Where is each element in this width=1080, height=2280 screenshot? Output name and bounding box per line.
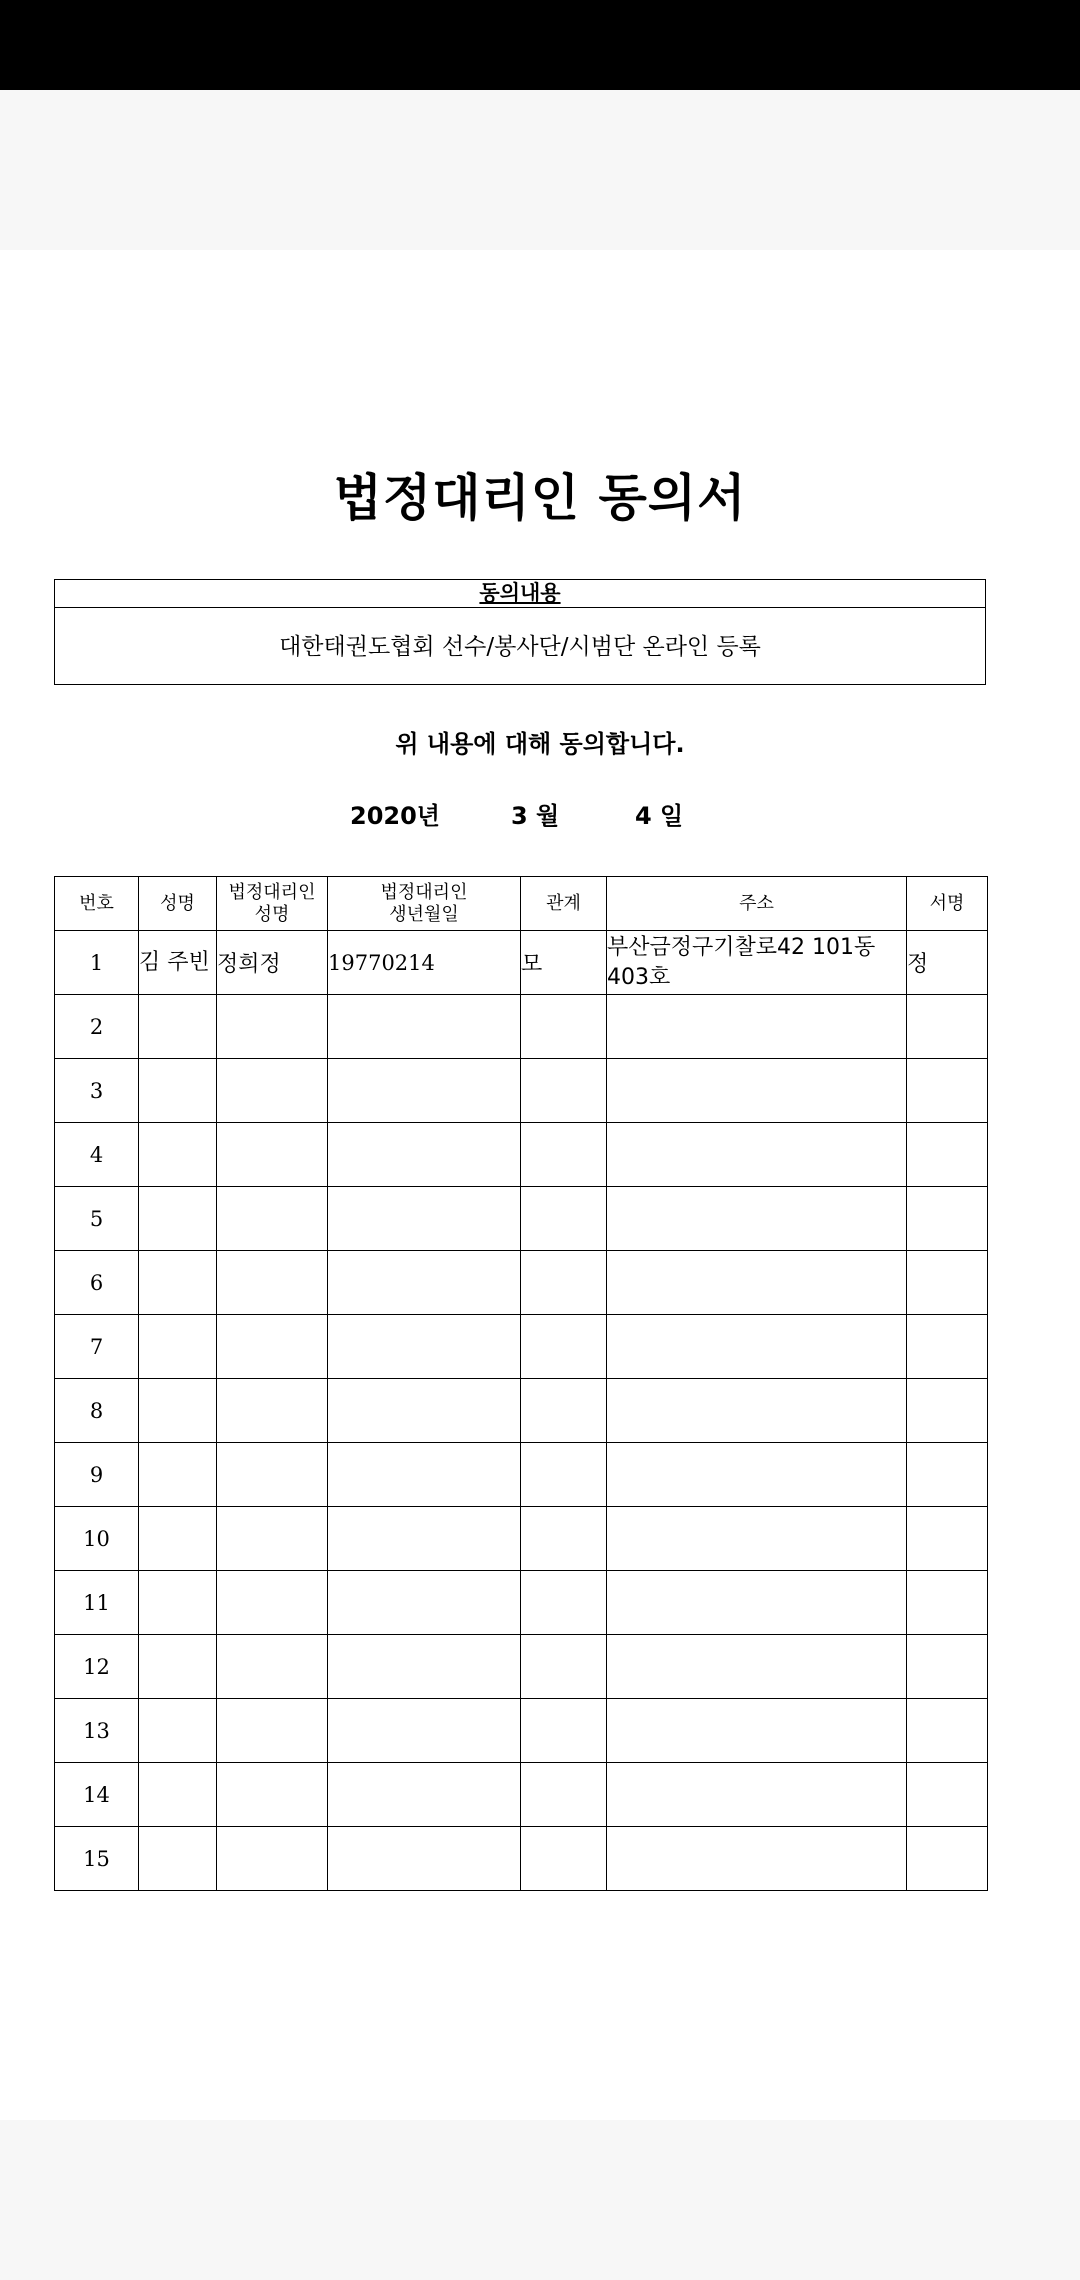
row-signature-cell[interactable]	[907, 1123, 988, 1187]
row-guardian-name-cell[interactable]	[217, 1251, 328, 1315]
row-name-cell[interactable]	[139, 1187, 217, 1251]
row-name-cell[interactable]	[139, 1251, 217, 1315]
agree-text: 위 내용에 대해 동의합니다.	[395, 730, 685, 758]
date-year: 2020년	[350, 802, 440, 830]
row-address-cell[interactable]	[607, 1699, 907, 1763]
row-relation-cell[interactable]: 모	[521, 931, 607, 995]
row-relation-cell[interactable]	[521, 1507, 607, 1571]
row-name-cell[interactable]	[139, 1443, 217, 1507]
row-signature-cell[interactable]	[907, 1635, 988, 1699]
row-guardian-birth-cell[interactable]	[328, 995, 521, 1059]
row-address-cell[interactable]	[607, 1443, 907, 1507]
header-guardian-birth: 법정대리인 생년월일	[328, 877, 521, 931]
row-guardian-name-cell[interactable]	[217, 1059, 328, 1123]
row-guardian-name-cell[interactable]	[217, 1379, 328, 1443]
row-name-cell[interactable]	[139, 1059, 217, 1123]
row-address-cell[interactable]	[607, 1635, 907, 1699]
table-row	[55, 1827, 988, 1891]
table-row	[55, 1251, 988, 1315]
row-relation-cell[interactable]	[521, 1059, 607, 1123]
row-address-cell[interactable]	[607, 1187, 907, 1251]
table-row	[55, 1123, 988, 1187]
row-number-cell[interactable]: 5	[55, 1187, 139, 1251]
row-signature-cell[interactable]	[907, 1315, 988, 1379]
row-address-cell[interactable]	[607, 1507, 907, 1571]
table-row	[55, 1571, 988, 1635]
table-row	[55, 1187, 988, 1251]
row-name-cell[interactable]	[139, 1507, 217, 1571]
row-relation-cell[interactable]	[521, 1379, 607, 1443]
row-number-cell[interactable]: 1	[55, 931, 139, 995]
row-signature-cell[interactable]	[907, 1571, 988, 1635]
row-number-cell[interactable]: 2	[55, 995, 139, 1059]
table-row	[55, 1635, 988, 1699]
row-guardian-birth-cell[interactable]	[328, 1251, 521, 1315]
row-number-cell[interactable]: 9	[55, 1443, 139, 1507]
consent-heading: 동의내용	[55, 580, 985, 608]
table-row	[55, 1315, 988, 1379]
date-month: 3 월	[511, 802, 560, 830]
row-number-cell[interactable]: 7	[55, 1315, 139, 1379]
row-address-cell[interactable]	[607, 1827, 907, 1891]
row-name-cell[interactable]	[139, 1123, 217, 1187]
header-number: 번호	[55, 877, 139, 931]
row-name-cell[interactable]	[139, 1571, 217, 1635]
row-address-cell[interactable]	[607, 1059, 907, 1123]
row-address-cell[interactable]	[607, 995, 907, 1059]
document-title: 법정대리인 동의서	[333, 469, 747, 527]
row-address-cell[interactable]: 부산금정구기찰로42 101동403호	[607, 931, 907, 995]
row-address-cell[interactable]	[607, 1315, 907, 1379]
header-guardian-name: 법정대리인 성명	[217, 877, 328, 931]
row-relation-cell[interactable]	[521, 1443, 607, 1507]
row-number-cell[interactable]: 10	[55, 1507, 139, 1571]
row-signature-cell[interactable]	[907, 1187, 988, 1251]
row-relation-cell[interactable]	[521, 1699, 607, 1763]
row-guardian-birth-cell[interactable]	[328, 1315, 521, 1379]
row-address-cell[interactable]	[607, 1763, 907, 1827]
row-guardian-birth-cell[interactable]	[328, 1699, 521, 1763]
table-row	[55, 1059, 988, 1123]
status-bar	[0, 0, 1080, 90]
row-relation-cell[interactable]	[521, 1827, 607, 1891]
row-guardian-name-cell[interactable]	[217, 1827, 328, 1891]
row-signature-cell[interactable]	[907, 1379, 988, 1443]
row-signature-cell[interactable]	[907, 1763, 988, 1827]
row-name-cell[interactable]	[139, 1379, 217, 1443]
row-guardian-name-cell[interactable]	[217, 1187, 328, 1251]
table-row	[55, 1763, 988, 1827]
row-guardian-birth-cell[interactable]	[328, 1059, 521, 1123]
row-guardian-birth-cell[interactable]	[328, 1635, 521, 1699]
table-header-row	[55, 877, 988, 931]
header-relation: 관계	[521, 877, 607, 931]
row-signature-cell[interactable]	[907, 1827, 988, 1891]
row-number-cell[interactable]: 13	[55, 1699, 139, 1763]
row-guardian-name-cell[interactable]	[217, 1315, 328, 1379]
row-address-cell[interactable]	[607, 1571, 907, 1635]
row-guardian-birth-cell[interactable]	[328, 1827, 521, 1891]
row-guardian-birth-cell[interactable]	[328, 1187, 521, 1251]
row-signature-cell[interactable]	[907, 1699, 988, 1763]
row-signature-cell[interactable]	[907, 1059, 988, 1123]
row-signature-cell[interactable]	[907, 1443, 988, 1507]
row-guardian-name-cell[interactable]	[217, 1443, 328, 1507]
row-guardian-birth-cell[interactable]	[328, 1507, 521, 1571]
consent-text: 대한태권도협회 선수/봉사단/시범단 온라인 등록	[279, 634, 761, 660]
row-relation-cell[interactable]	[521, 1571, 607, 1635]
row-guardian-birth-cell[interactable]	[328, 1443, 521, 1507]
row-guardian-name-cell[interactable]	[217, 1763, 328, 1827]
header-name: 성명	[139, 877, 217, 931]
row-guardian-name-cell[interactable]: 정희정	[217, 931, 328, 995]
row-guardian-birth-cell[interactable]	[328, 1123, 521, 1187]
row-guardian-birth-cell[interactable]	[328, 1763, 521, 1827]
table-row	[55, 1507, 988, 1571]
row-name-cell[interactable]	[139, 1315, 217, 1379]
row-guardian-name-cell[interactable]	[217, 1123, 328, 1187]
row-number-cell[interactable]: 12	[55, 1635, 139, 1699]
date-day: 4 일	[635, 802, 684, 830]
header-address: 주소	[607, 877, 907, 931]
row-address-cell[interactable]	[607, 1123, 907, 1187]
row-signature-cell[interactable]: 정	[907, 931, 988, 995]
row-name-cell[interactable]	[139, 1635, 217, 1699]
row-guardian-name-cell[interactable]	[217, 995, 328, 1059]
row-number-cell[interactable]: 11	[55, 1571, 139, 1635]
table-row	[55, 1443, 988, 1507]
row-signature-cell[interactable]	[907, 1251, 988, 1315]
header-signature: 서명	[907, 877, 988, 931]
row-address-cell[interactable]	[607, 1251, 907, 1315]
row-relation-cell[interactable]	[521, 1123, 607, 1187]
row-guardian-birth-cell[interactable]	[328, 1571, 521, 1635]
row-signature-cell[interactable]	[907, 995, 988, 1059]
row-relation-cell[interactable]	[521, 1251, 607, 1315]
row-relation-cell[interactable]	[521, 1763, 607, 1827]
consent-box	[54, 579, 986, 685]
row-number-cell[interactable]: 3	[55, 1059, 139, 1123]
row-relation-cell[interactable]	[521, 1187, 607, 1251]
row-guardian-birth-cell[interactable]: 19770214	[328, 931, 521, 995]
row-relation-cell[interactable]	[521, 995, 607, 1059]
table-row	[55, 1699, 988, 1763]
row-number-cell[interactable]: 15	[55, 1827, 139, 1891]
row-guardian-birth-cell[interactable]	[328, 1379, 521, 1443]
row-guardian-name-cell[interactable]	[217, 1635, 328, 1699]
table-row	[55, 931, 988, 995]
row-name-cell[interactable]	[139, 1827, 217, 1891]
table-row	[55, 1379, 988, 1443]
row-number-cell[interactable]: 6	[55, 1251, 139, 1315]
row-name-cell[interactable]	[139, 1699, 217, 1763]
row-number-cell[interactable]: 4	[55, 1123, 139, 1187]
table-row	[55, 995, 988, 1059]
row-guardian-name-cell[interactable]	[217, 1571, 328, 1635]
row-relation-cell[interactable]	[521, 1635, 607, 1699]
document-page[interactable]	[0, 250, 1080, 2120]
row-guardian-name-cell[interactable]	[217, 1699, 328, 1763]
row-name-cell[interactable]	[139, 995, 217, 1059]
guardian-table	[54, 876, 988, 1891]
row-signature-cell[interactable]	[907, 1507, 988, 1571]
row-name-cell[interactable]: 김 주빈	[139, 931, 217, 995]
row-address-cell[interactable]	[607, 1379, 907, 1443]
row-guardian-name-cell[interactable]	[217, 1507, 328, 1571]
row-number-cell[interactable]: 8	[55, 1379, 139, 1443]
row-number-cell[interactable]: 14	[55, 1763, 139, 1827]
row-name-cell[interactable]	[139, 1763, 217, 1827]
row-relation-cell[interactable]	[521, 1315, 607, 1379]
